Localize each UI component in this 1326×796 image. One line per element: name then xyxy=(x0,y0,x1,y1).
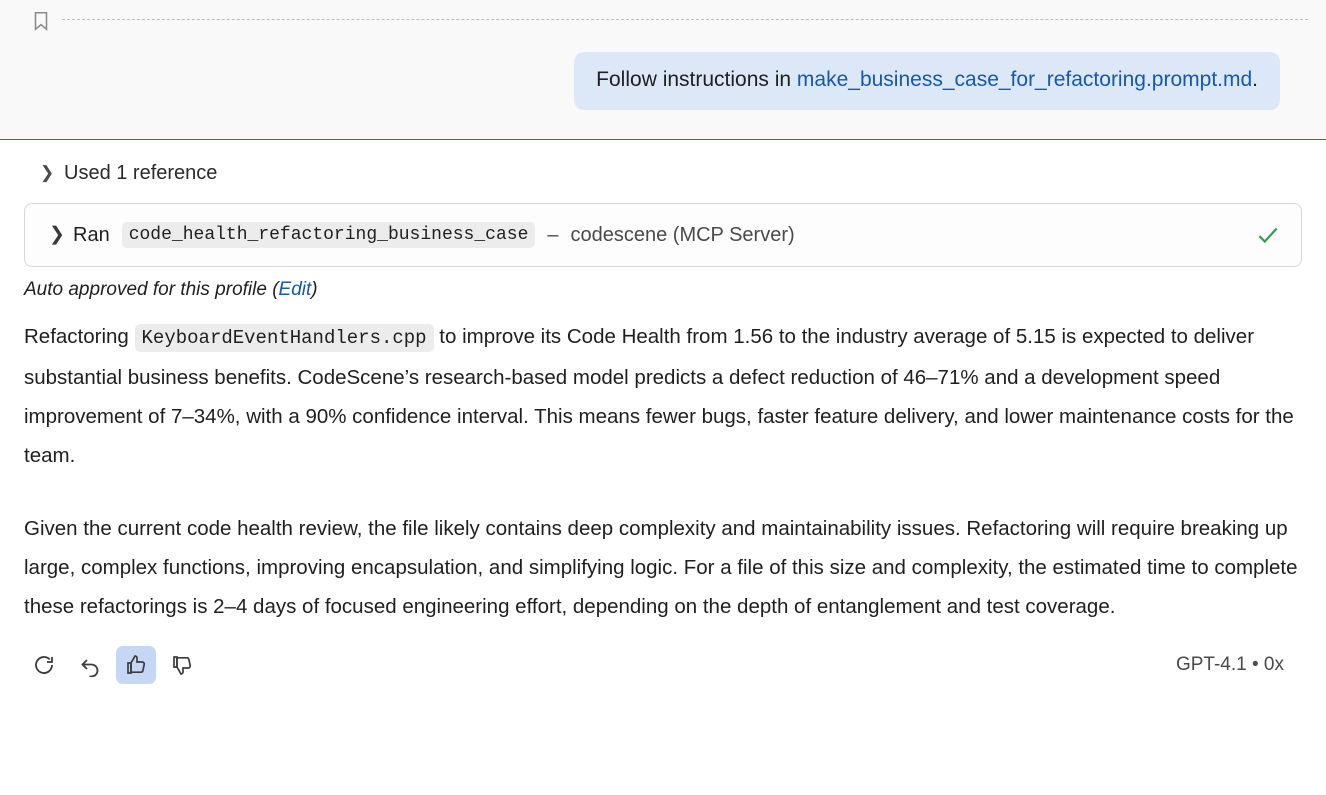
thumbs-down-icon[interactable] xyxy=(162,646,202,684)
used-references-row[interactable] xyxy=(22,140,1304,195)
paragraph-1-part-2: to improve its Code Health from 1.56 to the industry average of 5.15 is expected to deliver substantial business benefits. CodeScene’s research-based model predicts a defect reduction of 46–71% and a development speed improvement of 7–34%, with a 90% confidence interval. This means fewer bugs, faster feature delivery, and lower maintenance costs for the team. xyxy=(24,325,1294,467)
used-references-label: Used 1 reference xyxy=(64,162,218,184)
user-request-region xyxy=(0,0,1326,140)
request-prefix: Follow instructions in xyxy=(596,68,797,91)
response-paragraph-2: Given the current code health review, the file likely contains deep complexity and maintainability issues. Refactoring will require breaking up large, complex functions, improving encapsulation, and simplifying logic. For a file of this size and complexity, the estimated time to complete these refactorings is 2–4 days of focused engineering effort, depending on the depth of entanglement and test coverage. xyxy=(24,517,1298,618)
auto-approved-text-end: ) xyxy=(311,279,318,300)
response-paragraph-1 xyxy=(24,317,1304,475)
paragraph-1-part-1: Refactoring xyxy=(24,325,135,348)
chevron-right-icon: ❯ xyxy=(49,223,65,245)
paragraph-1-file-code: KeyboardEventHandlers.cpp xyxy=(135,324,434,352)
chevron-right-icon: ❯ xyxy=(40,163,55,182)
model-label[interactable]: GPT-4.1 • 0x xyxy=(1175,654,1284,675)
bookmark-icon[interactable] xyxy=(30,8,52,34)
user-request-bubble xyxy=(574,52,1280,110)
thumbs-up-icon[interactable] xyxy=(116,646,156,684)
auto-approved-note xyxy=(22,267,1304,301)
edit-auto-approve-link[interactable]: Edit xyxy=(278,279,312,300)
check-icon xyxy=(1255,222,1281,248)
undo-icon[interactable] xyxy=(70,646,110,684)
tool-call-name: code_health_refactoring_business_case xyxy=(122,222,536,248)
tool-call-ran-label: Ran xyxy=(73,223,110,246)
request-suffix: . xyxy=(1252,68,1258,91)
tool-call-server: codescene (MCP Server) xyxy=(570,223,795,246)
tool-call-card[interactable] xyxy=(24,203,1302,267)
assistant-response-region xyxy=(0,140,1326,684)
refresh-icon[interactable] xyxy=(24,646,64,684)
tool-call-separator: – xyxy=(547,223,559,246)
request-divider xyxy=(62,19,1308,20)
prompt-file-link[interactable]: make_business_case_for_refactoring.prompt.md xyxy=(796,68,1253,91)
auto-approved-text: Auto approved for this profile ( xyxy=(24,279,279,300)
response-actions xyxy=(22,626,1304,684)
